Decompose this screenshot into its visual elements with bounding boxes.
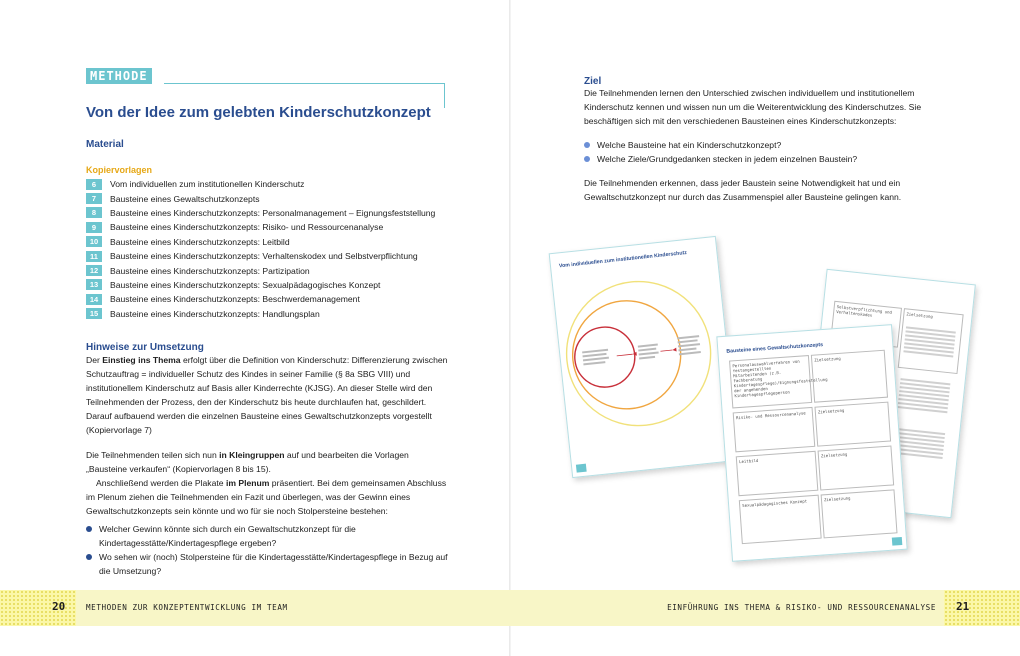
page-number-left: 20 xyxy=(52,600,66,613)
placeholder-lines xyxy=(897,378,950,415)
text-run: Die Teilnehmenden teilen sich nun xyxy=(86,450,220,460)
kopiervorlage-label: Bausteine eines Kinderschutzkonzepts: Sexualpädagogisches Konzept xyxy=(110,279,381,290)
thumbnail-title: Vom individuellen zum institutionellen Kinderschutz xyxy=(558,249,688,270)
kopiervorlage-label: Bausteine eines Gewaltschutzkonzepts xyxy=(110,193,260,204)
kopiervorlage-number: 8 xyxy=(86,207,102,218)
list-item xyxy=(86,522,456,550)
kopiervorlage-number: 6 xyxy=(86,179,102,190)
thumbnail-cell: Zielsetzung xyxy=(811,350,888,403)
bold-run: in Kleingruppen xyxy=(219,450,285,460)
text-run: Anschließend werden die Plakate xyxy=(96,478,226,488)
kopiervorlage-label: Vom individuellen zum institutionellen Kinderschutz xyxy=(110,179,305,190)
bold-run: Einstieg ins Thema xyxy=(102,355,181,365)
text-run: Der xyxy=(86,355,103,365)
methode-badge: METHODE xyxy=(86,68,152,84)
concentric-circles-diagram xyxy=(552,257,738,454)
thumbnail-cell: Risiko- und Ressourcenanalyse xyxy=(733,407,816,452)
paragraph-einstieg xyxy=(86,353,452,437)
kopiervorlage-label: Bausteine eines Kinderschutzkonzepts: Risiko- und Ressourcenanalyse xyxy=(110,222,384,233)
thumbnail-number-tab xyxy=(576,464,587,473)
thumbnail-title: Bausteine eines Gewaltschutzkonzepts xyxy=(726,341,824,355)
page-title: Von der Idee zum gelebten Kinderschutzkonzept xyxy=(86,104,431,121)
text-run: erfolgt über die Definition von Kinderschutz: Differenzierung zwischen Schutzauftrag = individueller Schutz des Kindes in seiner Familie (§ 8a SBG VIII) und institutionellem Kinderschutz auf Basis aller Kinderrechte (KJSG). An dieser Stelle wird den Teilnehmenden der Prozess, den der Kinderschutz bis heute durchlaufen hat, geschildert. Darauf aufbauend werden die einzelnen Bausteine eines Gewaltschutzkonzepts vorgestellt (Kopiervorlage 7) xyxy=(86,355,448,435)
kopiervorlage-label: Bausteine eines Kinderschutzkonzepts: Verhaltenskodex und Selbstverpflichtung xyxy=(110,251,418,262)
kopiervorlage-label: Bausteine eines Kinderschutzkonzepts: Handlungsplan xyxy=(110,308,320,319)
kopiervorlage-item xyxy=(86,278,486,292)
conclusion-paragraph: Die Teilnehmenden erkennen, dass jeder Baustein seine Notwendigkeit hat und ein Gewaltschutzkonzept nur durch das Zusammenspiel aller Bausteine gelingen kann. xyxy=(584,178,902,202)
bold-run: im Plenum xyxy=(225,478,270,488)
kopiervorlage-number: 7 xyxy=(86,193,102,204)
kopiervorlage-item xyxy=(86,191,486,205)
kopiervorlage-number: 12 xyxy=(86,265,102,276)
thumbnail-cell: Zielsetzung xyxy=(814,402,891,447)
material-heading: Material xyxy=(86,139,124,150)
kopiervorlage-number: 13 xyxy=(86,279,102,290)
thumbnail-cell: Zielsetzung xyxy=(821,489,898,538)
kopiervorlage-label: Bausteine eines Kinderschutzkonzepts: Leitbild xyxy=(110,236,290,247)
worksheet-thumbnail-circles xyxy=(549,236,740,478)
thumbnail-cell: Selbstverpflichtung und Verhaltenskodex xyxy=(830,301,902,348)
title-rule-vertical xyxy=(444,84,445,108)
thumbnail-cell: Leitbild xyxy=(736,451,819,496)
bullet-dot-icon xyxy=(584,142,590,148)
kopiervorlage-number: 15 xyxy=(86,308,102,319)
kopiervorlage-item xyxy=(86,263,486,277)
kopiervorlage-item xyxy=(86,307,486,321)
kopiervorlage-number: 10 xyxy=(86,236,102,247)
footer-title-right: EINFÜHRUNG INS THEMA & RISIKO- UND RESSOURCENANALYSE xyxy=(667,603,936,612)
kopiervorlage-item xyxy=(86,177,486,191)
kopiervorlage-item xyxy=(86,206,486,220)
list-item xyxy=(86,550,456,578)
text-run: präsentiert. Bei dem gemeinsamen Abschluss im Plenum ziehen die Teilnehmenden ein Fazit und überlegen, was der Gewinn eines Gewaltschutzkonzepts sein könnte und wo für sie noch Stolpersteine bestehen: xyxy=(86,478,447,516)
thumbnail-cell: Zielsetzung xyxy=(898,308,964,374)
kopiervorlagen-list xyxy=(86,177,486,321)
list-item xyxy=(584,138,954,152)
page-number-right: 21 xyxy=(956,600,970,613)
kopiervorlage-item xyxy=(86,249,486,263)
bullet-text: Welche Bausteine hat ein Kinderschutzkonzept? xyxy=(597,140,782,150)
bullet-dot-icon xyxy=(584,156,590,162)
ziel-heading: Ziel xyxy=(584,76,602,87)
kopiervorlage-item xyxy=(86,220,486,234)
list-item xyxy=(584,152,954,166)
footer-title-left: METHODEN ZUR KONZEPTENTWICKLUNG IM TEAM xyxy=(86,603,288,612)
bullet-text: Welche Ziele/Grundgedanken stecken in jedem einzelnen Baustein? xyxy=(597,154,858,164)
text-run: auf und bearbeiten die Vorlagen „Bausteine verkaufen“ (Kopiervorlagen 8 bis 15). xyxy=(86,450,409,474)
hinweise-heading: Hinweise zur Umsetzung xyxy=(86,342,204,353)
kopiervorlage-number: 11 xyxy=(86,251,102,262)
kopiervorlage-label: Bausteine eines Kinderschutzkonzepts: Partizipation xyxy=(110,265,310,276)
bullet-text: Welcher Gewinn könnte sich durch ein Gewaltschutzkonzept für die Kindertagesstätte/Kindertagespflege ergeben? xyxy=(99,524,356,548)
kopiervorlage-item xyxy=(86,235,486,249)
worksheet-thumbnail-bausteine xyxy=(716,324,907,562)
thumbnail-number-tab xyxy=(892,537,903,546)
placeholder-lines xyxy=(903,326,956,359)
title-rule-horizontal xyxy=(164,83,445,84)
kopiervorlage-number: 9 xyxy=(86,222,102,233)
ziel-paragraph: Die Teilnehmenden lernen den Unterschied zwischen individuellem und institutionellem Kinderschutz kennen und wissen nun um die Weiterentwicklung des Kinderschutzes. Sie beschäftigen sich mit den verschiedenen Bausteinen eines Kinderschutzkonzepts: xyxy=(584,88,922,126)
kopiervorlage-item xyxy=(86,292,486,306)
paragraph-plenum xyxy=(86,476,452,518)
kopiervorlage-label: Bausteine eines Kinderschutzkonzepts: Beschwerdemanagement xyxy=(110,294,360,305)
thumbnail-cell: Personalauswahlverfahren von festangestellten Mitarbeitenden (z.B. Fachberatung Kindertagespflege)/Eignungsfeststellung der angehenden Kindertagespflegeperson xyxy=(729,355,812,408)
kopiervorlage-label: Bausteine eines Kinderschutzkonzepts: Personalmanagement – Eignungsfeststellung xyxy=(110,207,436,218)
thumbnail-cell: Sexualpädagogisches Konzept xyxy=(739,495,822,544)
bullet-text: Wo sehen wir (noch) Stolpersteine für die Kindertagesstätte/Kindertagespflege in Bezug auf die Umsetzung? xyxy=(99,552,448,576)
left-bullet-list xyxy=(86,522,456,578)
bullet-dot-icon xyxy=(86,526,92,532)
bullet-dot-icon xyxy=(86,554,92,560)
page-gutter xyxy=(509,0,511,656)
right-bullet-list xyxy=(584,138,954,166)
kopiervorlage-number: 14 xyxy=(86,294,102,305)
paragraph-kleingruppen xyxy=(86,448,452,476)
thumbnail-cell: Zielsetzung xyxy=(818,445,895,490)
kopiervorlagen-heading: Kopiervorlagen xyxy=(86,165,153,175)
